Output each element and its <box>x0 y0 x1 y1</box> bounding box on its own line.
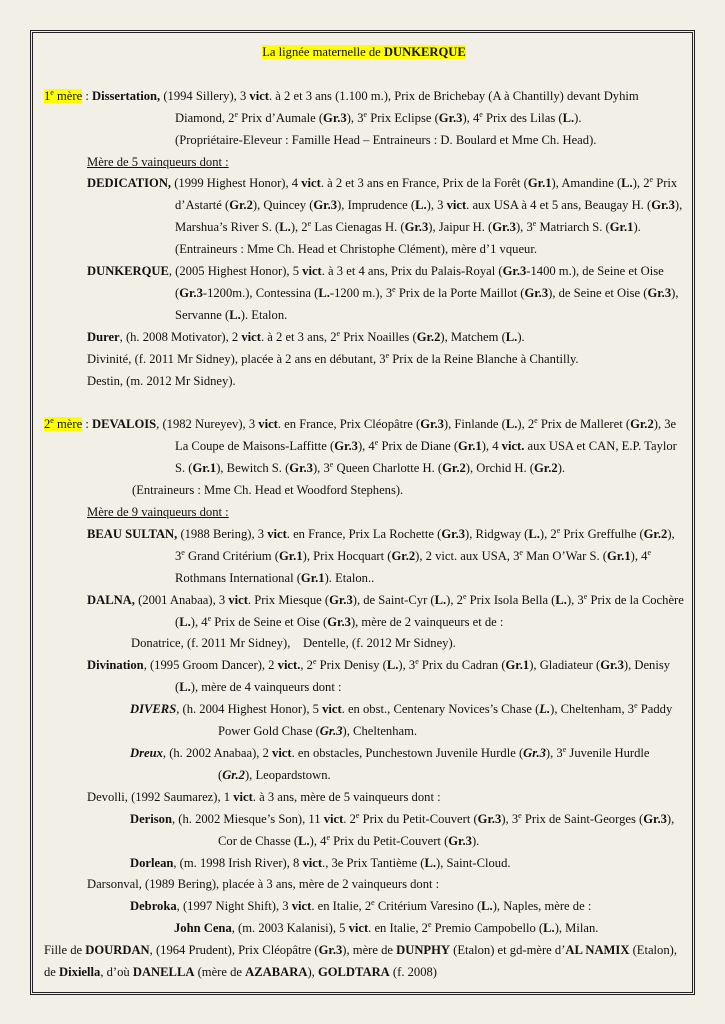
first-dam-owner: (Propriétaire-Eleveur : Famille Head – Entraineurs : D. Boulard et Mme Ch. Head). <box>175 132 597 147</box>
document-body <box>44 42 684 984</box>
second-dam-entry: 2e mère : DEVALOIS, (1982 Nureyev), 3 vict. en France, Prix Cléopâtre (Gr.3), Finlande (L.), 2e Prix de Malleret (Gr.2), 3e La Coupe de Maisons-Laffitte (Gr.3), 4e Prix de Diane (Gr.1), 4 vict. aux USA et CAN, E.P. Taylor S. (Gr.1), Bewitch S. (Gr.3), 3e Queen Charlotte H. (Gr.2), Orchid H. (Gr.2). <box>44 416 677 476</box>
first-dam-entry: 1e mère : Dissertation, (1994 Sillery), 3 vict. à 2 et 3 ans (1.100 m.), Prix de Brichebay (A à Chantilly) devant Dyhim Diamond, 2e Prix d’Aumale (Gr.3), 3e Prix Eclipse (Gr.3), 4e Prix des Lilas (L.). <box>44 87 639 125</box>
beau-sultan-entry: BEAU SULTAN, (1988 Bering), 3 vict. en France, Prix La Rochette (Gr.3), Ridgway (L.), 2e Prix Greffulhe (Gr.2), 3e Grand Critérium (Gr.1), Prix Hocquart (Gr.2), 2 vict. aux USA, 3e Man O’War S. (Gr.1), 4e Rothmans International (Gr.1). Etalon.. <box>87 525 675 585</box>
dorlean-entry: Dorlean, (m. 1998 Irish River), 8 vict., 3e Prix Tantième (L.), Saint-Cloud. <box>130 855 511 870</box>
first-dam-mother-of: Mère de 5 vainqueurs dont : <box>87 154 229 169</box>
dalna-offspring: Donatrice, (f. 2011 Mr Sidney), Dentelle, (f. 2012 Mr Sidney). <box>131 636 456 651</box>
dunkerque-entry: DUNKERQUE, (2005 Highest Honor), 5 vict. à 3 et 4 ans, Prix du Palais-Royal (Gr.3-1400 m.), de Seine et Oise (Gr.3-1200m.), Contessina (L.-1200 m.), 3e Prix de la Porte Maillot (Gr.3), de Seine et Oise (Gr.3), Servanne (L.). Etalon. <box>87 264 679 322</box>
derison-entry: Derison, (h. 2002 Miesque’s Son), 11 vict. 2e Prix du Petit-Couvert (Gr.3), 3e Prix de Saint-Georges (Gr.3), Cor de Chasse (L.), 4e Prix du Petit-Couvert (Gr.3). <box>130 810 675 848</box>
durer-entry: Durer, (h. 2008 Motivator), 2 vict. à 2 et 3 ans, 2e Prix Noailles (Gr.2), Matchem (L.). <box>87 328 525 344</box>
devolli-entry: Devolli, (1992 Saumarez), 1 vict. à 3 ans, mère de 5 vainqueurs dont : <box>87 789 441 804</box>
dreux-entry: Dreux, (h. 2002 Anabaa), 2 vict. en obstacles, Punchestown Juvenile Hurdle (Gr.3), 3e Juvenile Hurdle (Gr.2), Leopardstown. <box>130 744 650 782</box>
divers-entry: DIVERS, (h. 2004 Highest Honor), 5 vict. en obst., Centenary Novices’s Chase (L.), Cheltenham, 3e Paddy Power Gold Chase (Gr.3), Cheltenham. <box>130 701 673 739</box>
john-cena-entry: John Cena, (m. 2003 Kalanisi), 5 vict. en Italie, 2e Premio Campobello (L.), Milan. <box>174 920 599 936</box>
divination-entry: Divination, (1995 Groom Dancer), 2 vict., 2e Prix Denisy (L.), 3e Prix du Cadran (Gr.1), Gladiateur (Gr.3), Denisy (L.), mère de 4 vainqueurs dont : <box>87 657 671 695</box>
dedication-entry: DEDICATION, (1999 Highest Honor), 4 vict. à 2 et 3 ans en France, Prix de la Forêt (Gr.1), Amandine (L.), 2e Prix d’Astarté (Gr.2), Quincey (Gr.3), Imprudence (L.), 3 vict. aux USA à 4 et 5 ans, Beaugay H. (Gr.3), Marshua’s River S. (L.), 2e Las Cienagas H. (Gr.3), Jaipur H. (Gr.3), 3e Matriarch S. (Gr.1). (Entraineurs : Mme Ch. Head et Christophe Clément), mère d’1 vqueur. <box>87 175 683 257</box>
debroka-entry: Debroka, (1997 Night Shift), 3 vict. en Italie, 2e Critérium Varesino (L.), Naples, mère de : <box>130 898 592 914</box>
page-title: La lignée maternelle de DUNKERQUE <box>262 45 466 59</box>
dalna-entry: DALNA, (2001 Anabaa), 3 vict. Prix Miesque (Gr.3), de Saint-Cyr (L.), 2e Prix Isola Bella (L.), 3e Prix de la Cochère (L.), 4e Prix de Seine et Oise (Gr.3), mère de 2 vainqueurs et de : <box>87 591 684 629</box>
second-dam-mother-of: Mère de 9 vainqueurs dont : <box>87 505 229 519</box>
darsonval-entry: Darsonval, (1989 Bering), placée à 3 ans, mère de 2 vainqueurs dont : <box>87 877 440 892</box>
second-dam-label: 2e mère <box>44 416 83 432</box>
first-dam-label: 1e mère <box>44 87 83 103</box>
dourdan-entry: Fille de DOURDAN, (1964 Prudent), Prix Cléopâtre (Gr.3), mère de DUNPHY (Etalon) et gd-mère d’AL NAMIX (Etalon), de Dixiella, d’où DANELLA (mère de AZABARA), GOLDTARA (f. 2008) <box>44 943 677 980</box>
destin-entry: Destin, (m. 2012 Mr Sidney). <box>87 373 236 388</box>
divinite-entry: Divinité, (f. 2011 Mr Sidney), placée à 2 ans en débutant, 3e Prix de la Reine Blanche à Chantilly. <box>87 350 579 366</box>
second-dam-trainers: (Entraineurs : Mme Ch. Head et Woodford Stephens). <box>132 483 404 498</box>
